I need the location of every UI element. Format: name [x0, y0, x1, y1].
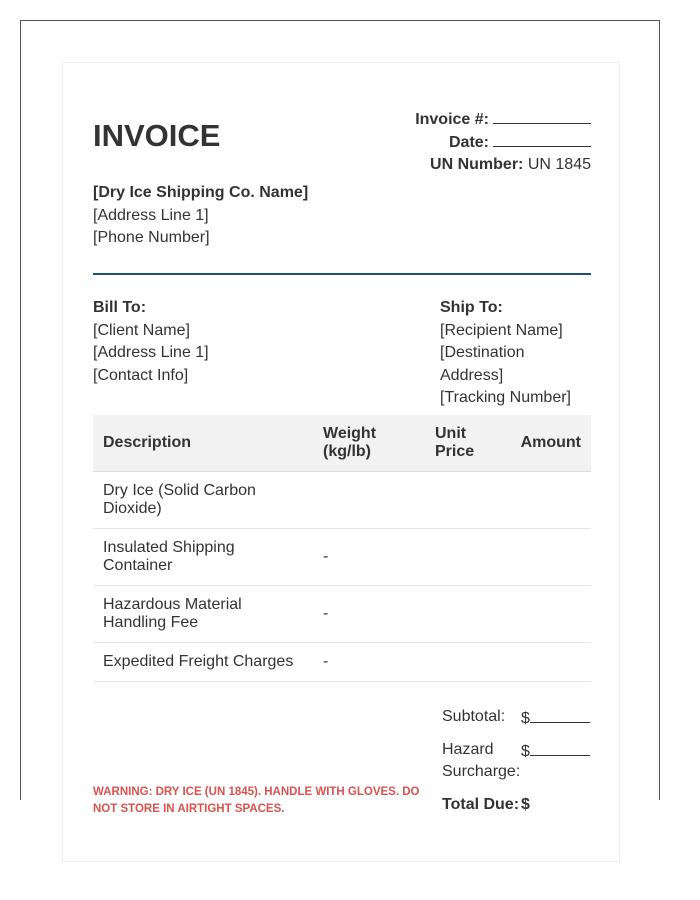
un-number-row	[415, 154, 591, 177]
totals-block	[442, 706, 591, 827]
ship-to-block	[440, 297, 591, 410]
row-weight	[313, 472, 425, 529]
row-unit-price	[425, 586, 510, 643]
invoice-date-row	[415, 132, 591, 155]
row-description: Hazardous Material Handling Fee	[93, 586, 313, 643]
row-unit-price	[425, 472, 510, 529]
total-due-value	[521, 794, 591, 816]
amount-header: Amount	[510, 415, 591, 472]
table-row	[93, 586, 591, 643]
table-row	[93, 529, 591, 586]
page-frame	[20, 20, 660, 815]
company-name: [Dry Ice Shipping Co. Name]	[93, 184, 309, 201]
total-due-label: Total Due:	[442, 796, 520, 813]
subtotal-label: Subtotal:	[442, 708, 506, 725]
invoice-number-label: Invoice #:	[415, 111, 489, 128]
row-description: Dry Ice (Solid Carbon Dioxide)	[93, 472, 313, 529]
row-description: Expedited Freight Charges	[93, 643, 313, 682]
invoice-title: INVOICE	[93, 118, 221, 153]
row-amount	[510, 586, 591, 643]
hazard-surcharge-blank	[530, 739, 590, 756]
header-divider	[93, 273, 591, 275]
invoice-number-blank	[493, 109, 591, 124]
un-number-value: UN 1845	[527, 156, 591, 173]
bill-to-block	[93, 297, 209, 387]
description-header: Description	[93, 415, 313, 472]
row-weight: -	[313, 643, 425, 682]
currency-symbol: $	[521, 710, 530, 727]
row-weight: -	[313, 529, 425, 586]
company-block	[93, 182, 308, 250]
bill-to-heading: Bill To:	[93, 299, 147, 316]
table-header-row	[93, 415, 591, 472]
ship-to-destination: [Destination Address]	[440, 344, 525, 384]
bill-to-client: [Client Name]	[93, 321, 190, 339]
ship-to-tracking: [Tracking Number]	[440, 389, 571, 406]
row-amount	[510, 529, 591, 586]
subtotal-row	[442, 706, 591, 728]
unit-price-header: Unit Price	[425, 415, 510, 472]
row-unit-price	[425, 643, 510, 682]
hazard-surcharge-row	[442, 739, 591, 783]
ship-to-recipient: [Recipient Name]	[440, 321, 563, 339]
currency-symbol: $	[521, 796, 530, 813]
row-weight: -	[313, 586, 425, 643]
row-amount	[510, 643, 591, 682]
table-row	[93, 643, 591, 682]
subtotal-value	[521, 706, 591, 730]
hazard-surcharge-label: Hazard Surcharge:	[442, 741, 521, 780]
total-due-row	[442, 794, 591, 816]
invoice-paper	[62, 62, 620, 862]
subtotal-blank	[530, 706, 590, 723]
company-address: [Address Line 1]	[93, 206, 209, 224]
currency-symbol: $	[521, 743, 530, 760]
ship-to-heading: Ship To:	[440, 299, 503, 316]
invoice-date-label: Date:	[448, 133, 489, 151]
company-phone: [Phone Number]	[93, 229, 210, 246]
row-unit-price	[425, 529, 510, 586]
invoice-meta	[415, 109, 591, 177]
un-number-label: UN Number:	[430, 156, 524, 173]
row-description: Insulated Shipping Container	[93, 529, 313, 586]
table-row	[93, 472, 591, 529]
hazard-surcharge-value	[521, 739, 591, 763]
invoice-number-row	[415, 109, 591, 132]
weight-header: Weight (kg/lb)	[313, 415, 425, 472]
invoice-date-blank	[493, 132, 591, 147]
bill-to-contact: [Contact Info]	[93, 366, 189, 384]
row-amount	[510, 472, 591, 529]
dry-ice-warning: WARNING: DRY ICE (UN 1845). HANDLE WITH GLOVES. DO NOT STORE IN AIRTIGHT SPACES.	[93, 786, 420, 815]
bill-to-address: [Address Line 1]	[93, 344, 209, 361]
line-items-table	[93, 415, 591, 682]
